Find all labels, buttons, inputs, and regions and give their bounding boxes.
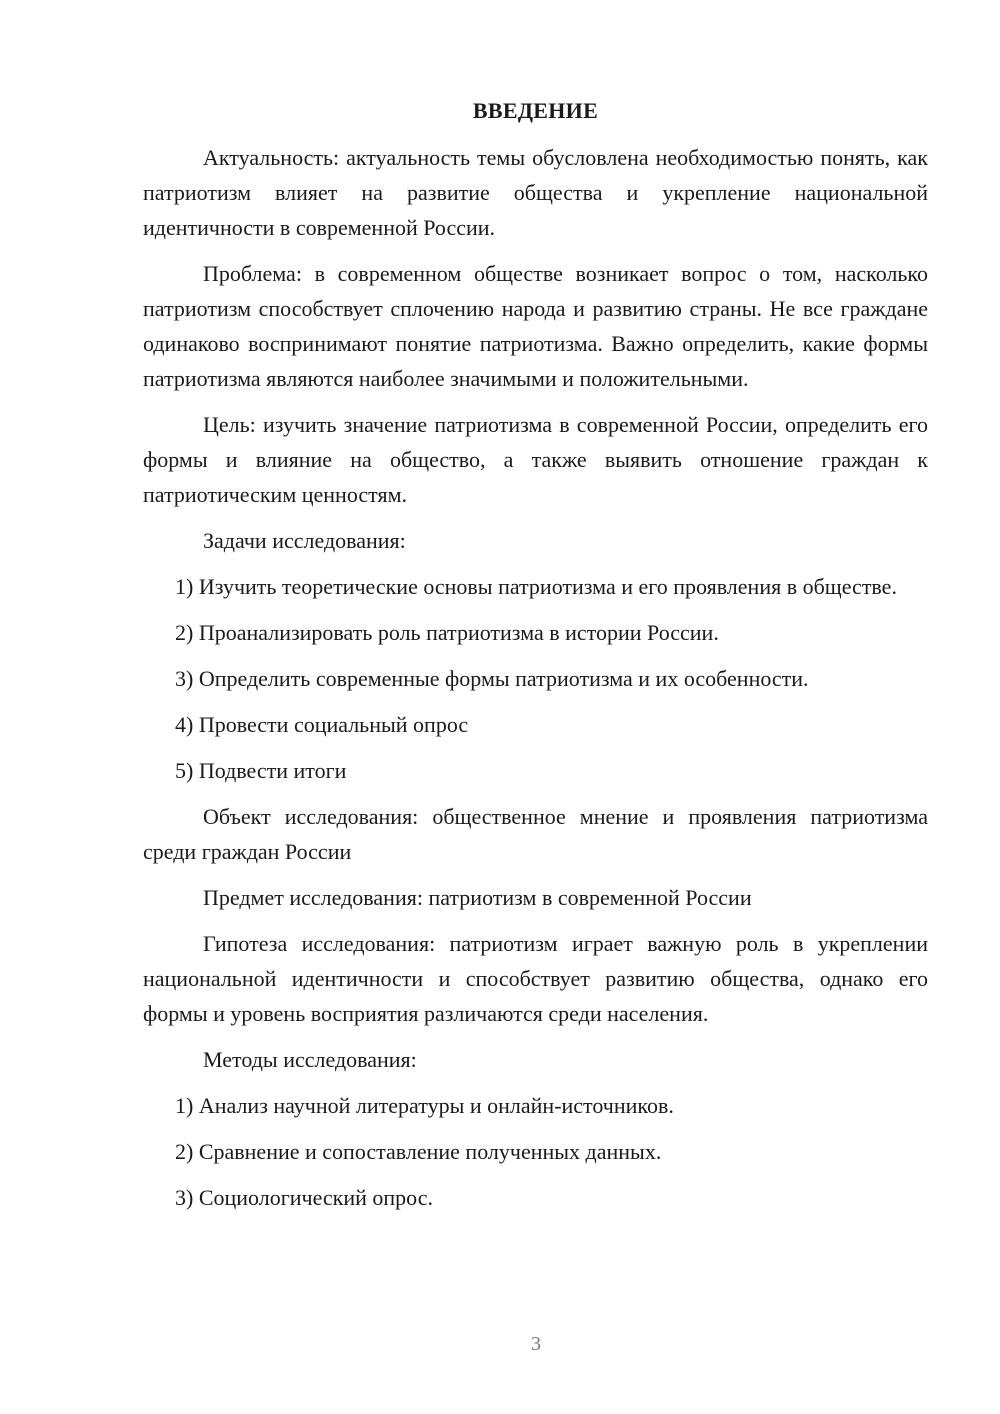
methods-heading: Методы исследования:: [203, 1047, 417, 1072]
task-item-5: 5) Подвести итоги: [175, 758, 347, 783]
task-item-1: 1) Изучить теоретические основы патриотизма и его проявления в обществе.: [175, 574, 897, 599]
task-item-2: 2) Проанализировать роль патриотизма в истории России.: [175, 620, 719, 645]
section-title: ВВЕДЕНИЕ: [472, 98, 599, 123]
method-item-2: 2) Сравнение и сопоставление полученных данных.: [175, 1139, 662, 1164]
task-item-4: 4) Провести социальный опрос: [175, 712, 469, 737]
tasks-heading: Задачи исследования:: [203, 528, 406, 553]
method-item-1: 1) Анализ научной литературы и онлайн-источников.: [175, 1093, 674, 1118]
object-paragraph: Объект исследования: общественное мнение и проявления патриотизма среди граждан России: [143, 804, 928, 864]
method-item-3: 3) Социологический опрос.: [175, 1185, 433, 1210]
relevance-paragraph: Актуальность: актуальность темы обусловлена необходимостью понять, как патриотизм влияет на развитие общества и укрепление национальной идентичности в современной России.: [143, 145, 928, 240]
text-body: [143, 93, 928, 1226]
task-item-3: 3) Определить современные формы патриотизма и их особенности.: [175, 666, 809, 691]
subject-paragraph: Предмет исследования: патриотизм в современной России: [203, 885, 752, 910]
goal-paragraph: Цель: изучить значение патриотизма в современной России, определить его формы и влияние на общество, а также выявить отношение граждан к патриотическим ценностям.: [143, 412, 928, 507]
problem-paragraph: Проблема: в современном обществе возникает вопрос о том, насколько патриотизм способствует сплочению народа и развитию страны. Не все граждане одинаково воспринимают понятие патриотизма. Важно определить, какие формы патриотизма являются наиболее значимыми и положительными.: [143, 261, 928, 391]
page-number: 3: [531, 1333, 541, 1355]
hypothesis-paragraph: Гипотеза исследования: патриотизм играет важную роль в укреплении национальной идентичности и способствует развитию общества, однако его формы и уровень восприятия различаются среди населения.: [143, 931, 928, 1026]
